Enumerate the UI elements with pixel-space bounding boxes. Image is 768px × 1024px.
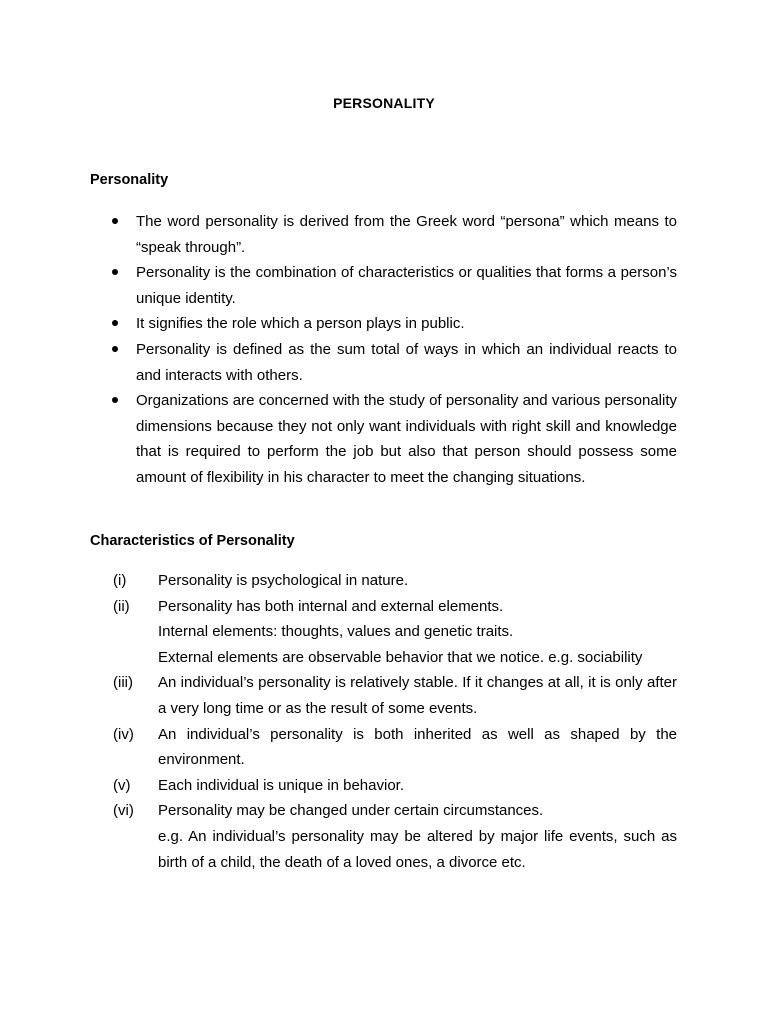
bullet-text: The word personality is derived from the Greek word “persona” which means to “speak through”. <box>136 213 677 256</box>
item-text: Personality is psychological in nature. <box>158 572 409 589</box>
item-text: Personality has both internal and external elements. <box>158 597 504 615</box>
item-number: (vi) <box>113 802 134 820</box>
item-number: (ii) <box>113 597 130 615</box>
bullet-icon <box>112 218 118 224</box>
bullet-icon <box>112 320 118 326</box>
item-text: An individual’s personality is relatively stable. If it changes at all, it is only after a very long time or as the result of some events. <box>158 674 677 717</box>
item-subtext: e.g. An individual’s personality may be altered by major life events, such as birth of a child, the death of a loved ones, a divorce etc. <box>158 827 677 871</box>
item-subtext: Internal elements: thoughts, values and genetic traits. <box>158 623 514 641</box>
item-text: An individual’s personality is both inherited as well as shaped by the environment. <box>158 725 677 769</box>
bullet-item <box>110 311 677 337</box>
bullet-text: It signifies the role which a person plays in public. <box>136 315 465 333</box>
personality-bullet-list <box>110 209 677 491</box>
list-item <box>113 722 677 773</box>
item-number: (i) <box>113 572 127 589</box>
bullet-item <box>110 209 677 260</box>
bullet-text: Organizations are concerned with the study of personality and various personality dimensions because they not only want individuals with right skill and knowledge that is required to perform the job but also that person should possess some amount of flexibility in his character to meet the changing situations. <box>136 392 677 486</box>
item-text: Each individual is unique in behavior. <box>158 776 404 794</box>
item-number: (v) <box>113 776 131 794</box>
bullet-text: Personality is the combination of characteristics or qualities that forms a person’s unique identity. <box>136 264 677 307</box>
item-number: (iv) <box>113 725 134 743</box>
characteristics-list <box>113 568 677 875</box>
bullet-icon <box>112 397 118 403</box>
item-text: Personality may be changed under certain circumstances. <box>158 802 544 820</box>
list-item <box>113 670 677 721</box>
document-title: PERSONALITY <box>333 95 435 111</box>
item-subtext: External elements are observable behavior that we notice. e.g. sociability <box>158 648 643 666</box>
list-item <box>113 594 677 671</box>
list-item <box>113 568 677 594</box>
bullet-item <box>110 337 677 388</box>
item-number: (iii) <box>113 674 133 692</box>
bullet-icon <box>112 346 118 352</box>
list-item <box>113 798 677 875</box>
bullet-text: Personality is defined as the sum total of ways in which an individual reacts to and interacts with others. <box>136 340 677 384</box>
bullet-icon <box>112 269 118 275</box>
bullet-item <box>110 260 677 311</box>
section-heading-characteristics: Characteristics of Personality <box>90 533 295 549</box>
list-item <box>113 773 677 799</box>
bullet-item <box>110 388 677 490</box>
section-heading-personality: Personality <box>90 172 169 188</box>
